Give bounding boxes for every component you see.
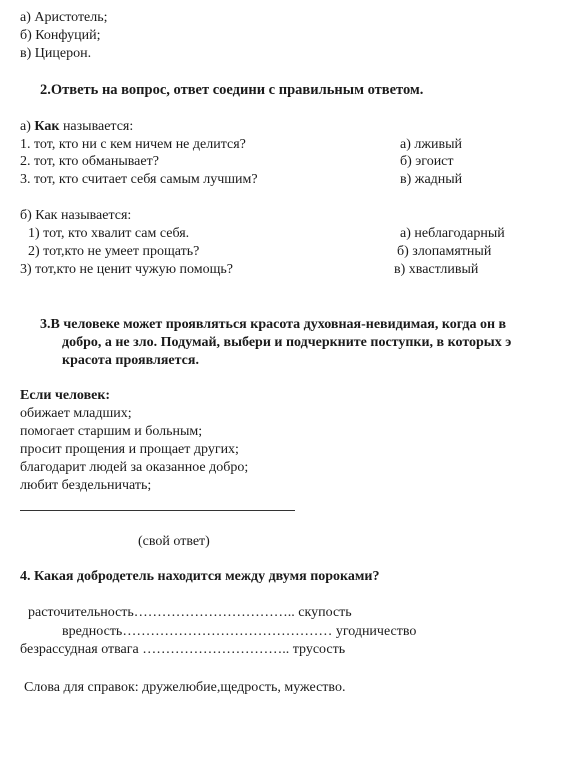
q2b-question-1: 1) тот, кто хвалит сам себя. <box>28 226 190 241</box>
q3-item-3: просит прощения и прощает других; <box>20 442 239 457</box>
q3-item-5: любит бездельничать; <box>20 478 152 493</box>
q4-row-1-right: скупость <box>298 605 352 620</box>
q2a-heading-rest: называется: <box>59 119 134 134</box>
q4-row-1-left: расточительность <box>28 605 134 620</box>
q3-item-4: благодарит людей за оказанное добро; <box>20 460 249 475</box>
q4-row-2-dots: ……………………………………… <box>122 624 333 639</box>
q2a-heading-bold: Как <box>34 119 60 134</box>
q3-item-2: помогает старшим и больным; <box>20 424 203 439</box>
q2b-heading: б) Как называется: <box>20 208 132 223</box>
q2a-answer-b: б) эгоист <box>400 154 454 169</box>
q2a-heading <box>20 118 133 135</box>
q2a-question-1: 1. тот, кто ни с кем ничем не делится? <box>20 137 246 152</box>
q4-row-3-right: трусость <box>292 642 346 657</box>
q2b-question-3: 3) тот,кто не ценит чужую помощь? <box>20 262 233 277</box>
q4-row-2-right: угодничество <box>335 624 417 639</box>
q4-hint: Слова для справок: дружелюбие,щедрость, мужество. <box>24 680 346 695</box>
q4-row-2 <box>62 623 416 640</box>
q4-row-3-dots: ………………………….. <box>142 642 290 657</box>
q3-item-1: обижает младших; <box>20 406 132 421</box>
q2a-heading-prefix: а) <box>20 119 35 134</box>
q2b-answer-a: а) неблагодарный <box>400 226 505 241</box>
q3-title-line-2: добро, а не зло. Подумай, выбери и подчеркните поступки, в которых э <box>62 335 512 350</box>
q4-row-2-left: вредность <box>62 624 123 639</box>
q2a-answer-c: в) жадный <box>400 172 463 187</box>
q2a-question-2: 2. тот, кто обманывает? <box>20 154 159 169</box>
q3-if-heading: Если человек: <box>20 388 111 403</box>
q1-option-a: а) Аристотель; <box>20 10 108 25</box>
q2b-answer-c: в) хвастливый <box>394 262 479 277</box>
q4-row-3 <box>20 641 345 658</box>
q3-title-line-3: красота проявляется. <box>62 353 199 368</box>
q3-title-line-1: 3.В человеке может проявляться красота духовная-невидимая, когда он в <box>40 317 507 332</box>
q4-title: 4. Какая добродетель находится между двумя пороками? <box>20 569 380 584</box>
q2b-question-2: 2) тот,кто не умеет прощать? <box>28 244 200 259</box>
q2b-answer-b: б) злопамятный <box>397 244 492 259</box>
q2a-answer-a: а) лживый <box>400 137 463 152</box>
q1-option-c: в) Цицерон. <box>20 46 92 61</box>
q2-title: 2.Ответь на вопрос, ответ соедини с правильным ответом. <box>40 82 424 98</box>
q3-answer-line <box>20 510 295 511</box>
q4-row-3-left: безрассудная отвага <box>20 642 139 657</box>
q1-option-b: б) Конфуций; <box>20 28 101 43</box>
q3-own-answer-label: (свой ответ) <box>138 534 210 549</box>
q4-row-1-dots: …………………………….. <box>133 605 295 620</box>
q2a-question-3: 3. тот, кто считает себя самым лучшим? <box>20 172 258 187</box>
q4-row-1 <box>28 604 352 621</box>
